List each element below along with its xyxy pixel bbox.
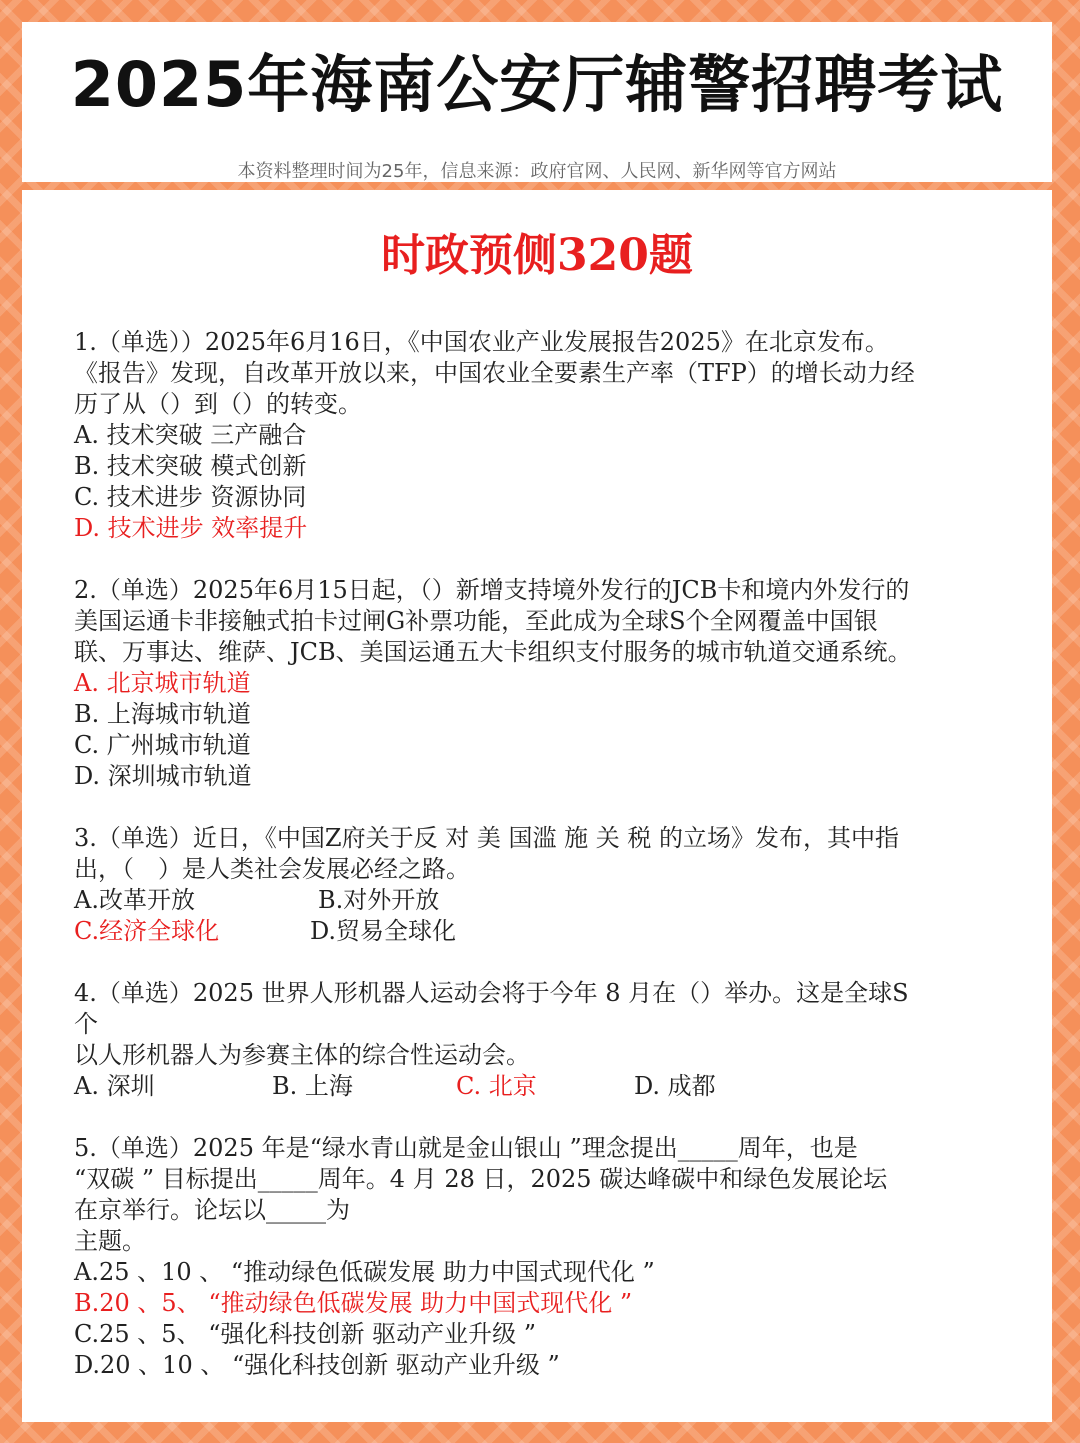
question-2 (74, 575, 1014, 792)
question-stem-line: 联、万事达、维萨、JCB、美国运通五大卡组织支付服务的城市轨道交通系统。 (74, 638, 912, 666)
question-stem-line: 《报告》发现，自改革开放以来，中国农业全要素生产率（TFP）的增长动力经 (74, 359, 915, 387)
option-d: D. 成都 (634, 1072, 716, 1100)
question-stem-line: 5.（单选）2025 年是“绿水青山就是金山银山 ”理念提出_____周年，也是 (74, 1134, 858, 1162)
option-b: B.对外开放 (318, 886, 440, 914)
header-card (22, 22, 1052, 182)
option-b: B. 上海 (272, 1072, 353, 1100)
option-c-correct: C.经济全球化 (74, 917, 220, 945)
question-stem-line: 以人形机器人为参赛主体的综合性运动会。 (74, 1041, 530, 1069)
option-b: B. 技术突破 模式创新 (74, 452, 307, 480)
option-a: A. 技术突破 三产融合 (74, 421, 307, 449)
option-a: A. 深圳 (74, 1072, 155, 1100)
option-a: A.改革开放 (74, 886, 195, 914)
option-d: D.贸易全球化 (310, 917, 457, 945)
question-3 (74, 823, 1014, 947)
option-d: D. 深圳城市轨道 (74, 762, 252, 790)
question-stem-line: 主题。 (74, 1227, 146, 1255)
question-stem-line: 美国运通卡非接触式拍卡过闸G补票功能，至此成为全球S个全网覆盖中国银 (74, 607, 878, 635)
option-c: C.25 、5、 “强化科技创新 驱动产业升级 ” (74, 1320, 536, 1348)
option-d-correct: D. 技术进步 效率提升 (74, 514, 308, 542)
question-list (74, 327, 1014, 1412)
question-stem-line: 出，（ ）是人类社会发展必经之路。 (74, 855, 470, 883)
section-title: 时政预侧320题 (381, 230, 693, 281)
content-card (22, 190, 1052, 1422)
option-row (74, 885, 1014, 916)
question-stem-line: 个 (74, 1010, 98, 1038)
question-1 (74, 327, 1014, 544)
question-stem-line: “双碳 ” 目标提出_____周年。4 月 28 日，2025 碳达峰碳中和绿色发展论坛 (74, 1165, 888, 1193)
option-d: D.20 、10 、 “强化科技创新 驱动产业升级 ” (74, 1351, 560, 1379)
option-b-correct: B.20 、5、 “推动绿色低碳发展 助力中国式现代化 ” (74, 1289, 633, 1317)
question-stem-line: 在京举行。论坛以_____为 (74, 1196, 350, 1224)
option-row (74, 1071, 1014, 1102)
option-c-correct: C. 北京 (456, 1072, 537, 1100)
question-stem-line: 3.（单选）近日，《中国Z府关于反 对 美 国滥 施 关 税 的立场》发布，其中指 (74, 824, 899, 852)
question-stem-line: 1.（单选））2025年6月16日，《中国农业产业发展报告2025》在北京发布。 (74, 328, 889, 356)
option-row (74, 916, 1014, 947)
question-5 (74, 1133, 1014, 1381)
option-a-correct: A. 北京城市轨道 (74, 669, 251, 697)
option-c: C. 技术进步 资源协同 (74, 483, 307, 511)
option-c: C. 广州城市轨道 (74, 731, 251, 759)
page-title: 2025年海南公安厅辅警招聘考试 (70, 48, 1004, 121)
question-stem-line: 4.（单选）2025 世界人形机器人运动会将于今年 8 月在（）举办。这是全球S (74, 979, 909, 1007)
question-stem-line: 2.（单选）2025年6月15日起，（）新增支持境外发行的JCB卡和境内外发行的 (74, 576, 910, 604)
source-note: 本资料整理时间为25年，信息来源：政府官网、人民网、新华网等官方网站 (237, 161, 837, 182)
option-a: A.25 、10 、 “推动绿色低碳发展 助力中国式现代化 ” (74, 1258, 655, 1286)
question-stem-line: 历了从（）到（）的转变。 (74, 390, 362, 418)
option-b: B. 上海城市轨道 (74, 700, 251, 728)
question-4 (74, 978, 1014, 1102)
